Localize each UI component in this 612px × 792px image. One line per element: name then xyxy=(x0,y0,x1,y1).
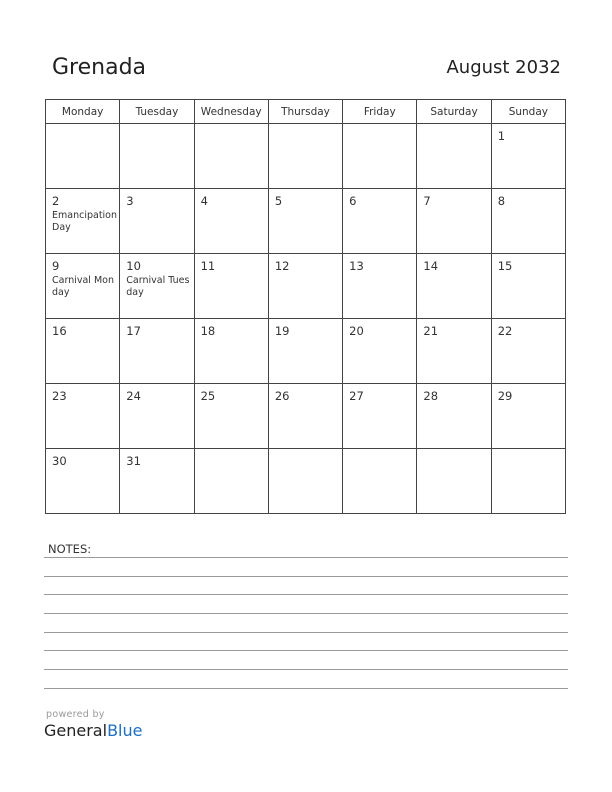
day-cell[interactable] xyxy=(491,449,565,514)
note-line xyxy=(44,557,568,558)
day-cell[interactable] xyxy=(120,189,194,254)
day-number: 28 xyxy=(423,389,439,403)
day-number: 19 xyxy=(274,324,290,338)
day-number: 31 xyxy=(126,454,141,468)
notes-label: NOTES: xyxy=(48,542,92,556)
day-cell[interactable] xyxy=(343,449,417,514)
day-cell[interactable] xyxy=(491,254,565,319)
day-number: 3 xyxy=(126,194,134,208)
weekday-monday: Monday xyxy=(46,100,120,124)
day-cell[interactable] xyxy=(268,449,342,514)
day-cell[interactable] xyxy=(343,124,417,189)
week-row xyxy=(46,254,566,319)
note-line xyxy=(44,576,568,577)
note-line xyxy=(44,669,568,670)
day-cell[interactable] xyxy=(491,124,565,189)
day-number: 5 xyxy=(274,194,283,208)
weekday-wednesday: Wednesday xyxy=(194,100,268,124)
day-number: 24 xyxy=(126,389,141,403)
day-cell[interactable] xyxy=(194,449,268,514)
note-line xyxy=(44,594,568,595)
day-cell[interactable] xyxy=(46,124,120,189)
day-number: 4 xyxy=(200,194,208,208)
weekday-saturday: Saturday xyxy=(417,100,491,124)
day-number: 29 xyxy=(497,389,513,403)
day-number: 2 xyxy=(52,194,60,208)
weekday-thursday: Thursday xyxy=(268,100,342,124)
day-cell[interactable] xyxy=(417,189,491,254)
day-number: 1 xyxy=(497,129,506,143)
day-cell[interactable] xyxy=(120,254,194,319)
day-cell[interactable] xyxy=(491,319,565,384)
day-number: 6 xyxy=(349,194,357,208)
day-number: 25 xyxy=(200,389,216,403)
day-number: 16 xyxy=(52,324,67,338)
powered-by-text: powered by xyxy=(46,709,105,720)
week-row xyxy=(46,124,566,189)
day-cell[interactable] xyxy=(491,189,565,254)
day-cell[interactable] xyxy=(417,319,491,384)
day-cell[interactable] xyxy=(46,189,120,254)
week-row xyxy=(46,319,566,384)
day-number: 23 xyxy=(52,389,67,403)
week-row xyxy=(46,189,566,254)
note-line xyxy=(44,688,568,689)
holiday-label: Carnival Monday xyxy=(52,275,114,298)
holiday-label: Emancipation Day xyxy=(52,210,118,233)
week-row xyxy=(46,384,566,449)
day-cell[interactable] xyxy=(268,384,342,449)
day-cell[interactable] xyxy=(268,189,342,254)
weekday-header-row xyxy=(46,100,566,124)
brand-logo[interactable] xyxy=(44,721,142,740)
note-line xyxy=(44,632,568,633)
day-cell[interactable] xyxy=(120,384,194,449)
day-cell[interactable] xyxy=(120,449,194,514)
brand-name-blue: Blue xyxy=(107,721,143,740)
holiday-label: Carnival Tuesday xyxy=(126,275,190,298)
weekday-tuesday: Tuesday xyxy=(120,100,194,124)
day-cell[interactable] xyxy=(268,254,342,319)
day-cell[interactable] xyxy=(417,124,491,189)
calendar-grid xyxy=(45,99,566,514)
note-line xyxy=(44,650,568,651)
day-cell[interactable] xyxy=(46,254,120,319)
day-cell[interactable] xyxy=(491,384,565,449)
day-cell[interactable] xyxy=(46,384,120,449)
day-cell[interactable] xyxy=(46,449,120,514)
note-line xyxy=(44,613,568,614)
day-number: 20 xyxy=(349,324,364,338)
day-cell[interactable] xyxy=(194,189,268,254)
day-number: 14 xyxy=(423,259,439,273)
day-cell[interactable] xyxy=(194,319,268,384)
day-number: 30 xyxy=(52,454,67,468)
calendar-country-title: Grenada xyxy=(52,55,147,80)
day-number: 11 xyxy=(200,259,216,273)
day-cell[interactable] xyxy=(343,319,417,384)
day-number: 18 xyxy=(200,324,216,338)
day-number: 17 xyxy=(126,324,141,338)
day-cell[interactable] xyxy=(343,384,417,449)
day-number: 12 xyxy=(274,259,290,273)
day-cell[interactable] xyxy=(417,384,491,449)
brand-name-general: General xyxy=(44,721,108,740)
day-cell[interactable] xyxy=(194,124,268,189)
day-number: 27 xyxy=(349,389,364,403)
day-number: 9 xyxy=(52,259,60,273)
weekday-friday: Friday xyxy=(343,100,417,124)
week-row xyxy=(46,449,566,514)
day-cell[interactable] xyxy=(268,319,342,384)
day-cell[interactable] xyxy=(417,449,491,514)
day-cell[interactable] xyxy=(120,124,194,189)
day-cell[interactable] xyxy=(343,189,417,254)
day-number: 13 xyxy=(349,259,364,273)
day-cell[interactable] xyxy=(46,319,120,384)
day-number: 10 xyxy=(126,259,141,273)
day-number: 7 xyxy=(423,194,431,208)
day-number: 22 xyxy=(497,324,513,338)
day-number: 8 xyxy=(497,194,506,208)
day-cell[interactable] xyxy=(343,254,417,319)
day-cell[interactable] xyxy=(417,254,491,319)
day-cell[interactable] xyxy=(120,319,194,384)
day-cell[interactable] xyxy=(268,124,342,189)
day-number: 26 xyxy=(274,389,290,403)
day-number: 21 xyxy=(423,324,439,338)
day-number: 15 xyxy=(497,259,513,273)
day-cell[interactable] xyxy=(194,254,268,319)
weekday-sunday: Sunday xyxy=(491,100,565,124)
calendar-month-title: August 2032 xyxy=(446,57,561,78)
day-cell[interactable] xyxy=(194,384,268,449)
